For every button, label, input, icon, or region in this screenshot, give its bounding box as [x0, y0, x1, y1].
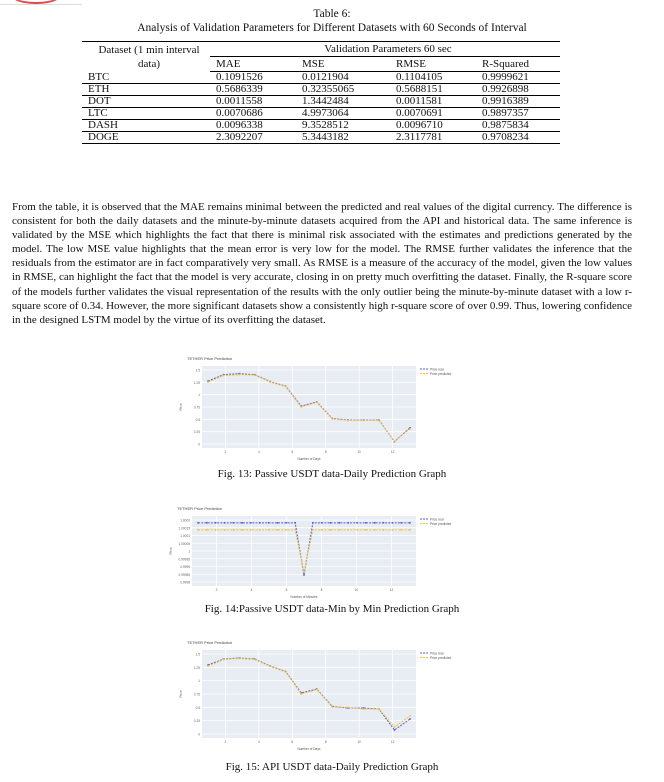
x-tick-label: 2 — [224, 450, 227, 454]
cell-mse: 0.32355065 — [296, 84, 390, 96]
y-axis-label: Price — [179, 690, 183, 698]
data-point — [285, 386, 287, 388]
x-tick-label: 10 — [357, 740, 361, 744]
chart-title: TETHER Price Prediction — [187, 640, 233, 645]
x-tick-label: 6 — [285, 588, 288, 592]
data-point — [312, 529, 314, 531]
data-point — [277, 529, 279, 531]
y-tick-label: 1.25 — [193, 380, 200, 385]
x-tick-label: 4 — [250, 588, 253, 592]
y-tick-label: 1.00015 — [178, 526, 190, 531]
x-tick-label: 2 — [215, 588, 218, 592]
legend-entry: Price predicted — [430, 655, 452, 660]
y-tick-label: 0.5 — [195, 417, 200, 422]
data-point — [238, 658, 240, 660]
cell-mse: 4.9973064 — [296, 108, 390, 120]
data-point — [285, 529, 287, 531]
data-point — [232, 529, 234, 531]
table-row — [82, 96, 560, 108]
col-header-rmse: RMSE — [390, 57, 476, 72]
x-tick-label: 10 — [357, 450, 361, 454]
data-point — [374, 529, 376, 531]
y-tick-label: 0.9999 — [180, 565, 190, 569]
cell-mae: 0.0070686 — [210, 108, 296, 120]
x-tick-label: 2 — [224, 740, 227, 744]
data-point — [259, 522, 261, 524]
data-point — [206, 529, 208, 531]
data-point — [241, 529, 243, 531]
y-tick-label: 1.25 — [193, 665, 200, 670]
data-point — [277, 522, 279, 524]
x-tick-label: 8 — [324, 450, 327, 454]
data-point — [300, 406, 302, 408]
data-point — [223, 375, 225, 377]
y-tick-label: 0.75 — [193, 405, 200, 410]
x-tick-label: 8 — [320, 588, 323, 592]
y-axis-label: Price — [169, 547, 173, 555]
cell-r2: 0.9926898 — [476, 84, 560, 96]
data-point — [316, 401, 318, 403]
data-point — [285, 522, 287, 524]
figure-13-caption: Fig. 13: Passive USDT data-Daily Prediction Graph — [217, 468, 447, 480]
cell-mse: 1.3442484 — [296, 96, 390, 108]
x-tick-label: 4 — [257, 740, 260, 744]
cell-mae: 0.0096338 — [210, 120, 296, 132]
cell-rmse: 0.5688151 — [390, 84, 476, 96]
data-point — [362, 420, 364, 422]
data-point — [338, 529, 340, 531]
data-point — [394, 729, 396, 731]
data-point — [224, 522, 226, 524]
cell-mae: 0.1091526 — [210, 72, 296, 84]
cell-rmse: 0.0070691 — [390, 108, 476, 120]
data-point — [294, 522, 296, 524]
x-tick-label: 12 — [390, 740, 395, 744]
data-point — [394, 726, 396, 728]
data-point — [241, 522, 243, 524]
y-tick-label: 0.99995 — [178, 557, 190, 562]
cell-dataset: ETH — [82, 84, 210, 96]
data-point — [400, 529, 402, 531]
y-tick-label: 1.0001 — [180, 534, 190, 538]
y-tick-label: 1 — [188, 549, 190, 554]
cell-r2: 0.9875834 — [476, 120, 560, 132]
y-tick-label: 0.5 — [195, 705, 200, 710]
x-axis-label: Number of Days — [297, 457, 321, 461]
data-point — [269, 666, 271, 668]
data-point — [197, 529, 199, 531]
data-point — [250, 522, 252, 524]
validation-table — [82, 41, 560, 144]
data-point — [330, 529, 332, 531]
x-axis-label: Number of Days — [297, 747, 321, 751]
cell-r2: 0.9897357 — [476, 108, 560, 120]
data-point — [207, 665, 209, 667]
cell-dataset: DOGE — [82, 132, 210, 144]
cell-dataset: BTC — [82, 72, 210, 84]
data-point — [303, 571, 305, 573]
data-point — [374, 522, 376, 524]
data-point — [238, 374, 240, 376]
x-tick-label: 12 — [390, 450, 395, 454]
cell-rmse: 0.0096710 — [390, 120, 476, 132]
cell-r2: 0.9708234 — [476, 132, 560, 144]
cell-rmse: 2.3117781 — [390, 132, 476, 144]
cell-mse: 5.3443182 — [296, 132, 390, 144]
cell-r2: 0.9916389 — [476, 96, 560, 108]
chart-14 — [166, 503, 478, 601]
col-header-mae: MAE — [210, 57, 296, 72]
y-tick-label: 1.0002 — [180, 518, 190, 523]
data-point — [300, 693, 302, 695]
y-tick-label: 1 — [198, 679, 200, 684]
data-point — [331, 706, 333, 708]
data-point — [347, 420, 349, 422]
data-point — [365, 522, 367, 524]
data-point — [365, 529, 367, 531]
y-tick-label: 0.99985 — [178, 572, 190, 577]
figure-15-caption: Fig. 15: API USDT data-Daily Prediction Graph — [225, 761, 439, 773]
data-point — [400, 522, 402, 524]
y-tick-label: 0 — [198, 732, 200, 737]
legend-entry: Price predicted — [430, 521, 452, 526]
cell-mae: 2.3092207 — [210, 132, 296, 144]
dataset-header: Dataset (1 min interval data) — [82, 42, 210, 72]
data-point — [330, 522, 332, 524]
x-tick-label: 4 — [257, 450, 260, 454]
data-point — [268, 522, 270, 524]
y-tick-label: 1.00005 — [178, 541, 190, 546]
table-caption-number: Table 6: — [313, 8, 351, 20]
body-paragraph: From the table, it is observed that the MAE remains minimal between the predicted and real values of the digital currency. The difference is consistent for both the daily datasets and the minute-by-minute datasets acquired from the API and historical data. The same inference is validated by the MSE which highlights the fact that there is minimal risk associated with the estimates and predictions generated by the model. The low MSE value highlights that the mean error is very low for the model. The RMSE further validates the inference that the residuals from the estimator are in fact comparatively very small. As RMSE is a measure of the accuracy of the model, given the low values in RMSE, can highlight the fact that the model is very accurate, closing in on pretty much overfitting the dataset. Finally, the R-square score of the models further validates the visual representation of the results with the only outlier being the minute-by-minute dataset with a low r-square score of 0.34. However, the more significant datasets show a consistently high r-square score of over 0.99. Thus, lowering confidence in the designed LSTM model by the virtue of its overfitting the dataset. — [12, 201, 632, 326]
data-point — [391, 522, 393, 524]
cell-mae: 0.0011558 — [210, 96, 296, 108]
data-point — [362, 708, 364, 710]
figure-15 — [176, 637, 478, 753]
cell-mae: 0.5686339 — [210, 84, 296, 96]
data-point — [347, 707, 349, 709]
header-rule — [0, 4, 82, 5]
cell-dataset: DOT — [82, 96, 210, 108]
cell-dataset: LTC — [82, 108, 210, 120]
table-caption-title: Analysis of Validation Parameters for Different Datasets with 60 Seconds of Interval — [137, 22, 527, 34]
cell-dataset: DASH — [82, 120, 210, 132]
data-point — [316, 689, 318, 691]
data-point — [356, 529, 358, 531]
chart-title: TETHER Price Prediction — [187, 356, 233, 361]
data-point — [206, 522, 208, 524]
data-point — [254, 659, 256, 661]
data-point — [223, 659, 225, 661]
table-caption — [0, 7, 664, 35]
x-tick-label: 12 — [389, 588, 394, 592]
data-point — [254, 374, 256, 376]
data-point — [215, 522, 217, 524]
chart-15 — [176, 637, 478, 753]
data-point — [409, 522, 411, 524]
data-point — [285, 671, 287, 673]
x-axis-label: Number of Minutes — [290, 595, 318, 599]
data-point — [383, 522, 385, 524]
y-tick-label: 0.9998 — [180, 580, 190, 585]
y-tick-label: 0 — [198, 442, 200, 447]
data-point — [347, 529, 349, 531]
x-tick-label: 8 — [324, 740, 327, 744]
data-point — [207, 381, 209, 383]
table-row — [82, 72, 560, 84]
legend-entry: Price real — [430, 367, 444, 372]
cell-mse: 9.3528512 — [296, 120, 390, 132]
data-point — [224, 529, 226, 531]
data-point — [232, 522, 234, 524]
data-point — [321, 522, 323, 524]
y-axis-label: Price — [179, 403, 183, 411]
x-tick-label: 10 — [354, 588, 359, 592]
cell-r2: 0.9999621 — [476, 72, 560, 84]
data-point — [268, 529, 270, 531]
y-tick-label: 0.25 — [193, 430, 200, 435]
y-tick-label: 0.75 — [193, 692, 200, 697]
data-point — [331, 418, 333, 420]
data-point — [215, 529, 217, 531]
col-header-mse: MSE — [296, 57, 390, 72]
data-point — [269, 381, 271, 383]
data-point — [383, 529, 385, 531]
data-point — [321, 529, 323, 531]
data-point — [197, 522, 199, 524]
data-point — [409, 715, 411, 717]
data-point — [294, 529, 296, 531]
y-tick-label: 1 — [198, 393, 200, 398]
data-point — [409, 529, 411, 531]
data-point — [391, 529, 393, 531]
y-tick-label: 1.5 — [195, 368, 200, 373]
figure-13 — [176, 353, 478, 463]
data-point — [378, 420, 380, 422]
legend-entry: Price predicted — [430, 371, 452, 376]
col-header-r2: R-Squared — [476, 57, 560, 72]
chart-13 — [176, 353, 478, 463]
y-tick-label: 1.5 — [195, 652, 200, 657]
data-point — [409, 428, 411, 430]
data-point — [347, 522, 349, 524]
data-point — [394, 440, 396, 442]
cell-rmse: 0.0011581 — [390, 96, 476, 108]
group-header: Validation Parameters 60 sec — [210, 42, 560, 57]
data-point — [303, 574, 305, 576]
data-point — [312, 522, 314, 524]
data-point — [356, 522, 358, 524]
cell-rmse: 0.1104105 — [390, 72, 476, 84]
table-row — [82, 84, 560, 96]
chart-title: TETHER Price Prediction — [177, 506, 223, 511]
table-row — [82, 108, 560, 120]
x-tick-label: 6 — [291, 450, 294, 454]
data-point — [259, 529, 261, 531]
y-tick-label: 0.25 — [193, 719, 200, 724]
data-point — [378, 708, 380, 710]
table-row — [82, 132, 560, 144]
figure-14-caption: Fig. 14:Passive USDT data-Min by Min Prediction Graph — [204, 603, 460, 615]
figure-14 — [166, 503, 478, 601]
data-point — [250, 529, 252, 531]
cell-mse: 0.0121904 — [296, 72, 390, 84]
x-tick-label: 6 — [291, 740, 294, 744]
data-point — [338, 522, 340, 524]
data-point — [409, 718, 411, 720]
legend-entry: Price real — [430, 517, 444, 522]
table-row — [82, 120, 560, 132]
legend-entry: Price real — [430, 651, 444, 656]
